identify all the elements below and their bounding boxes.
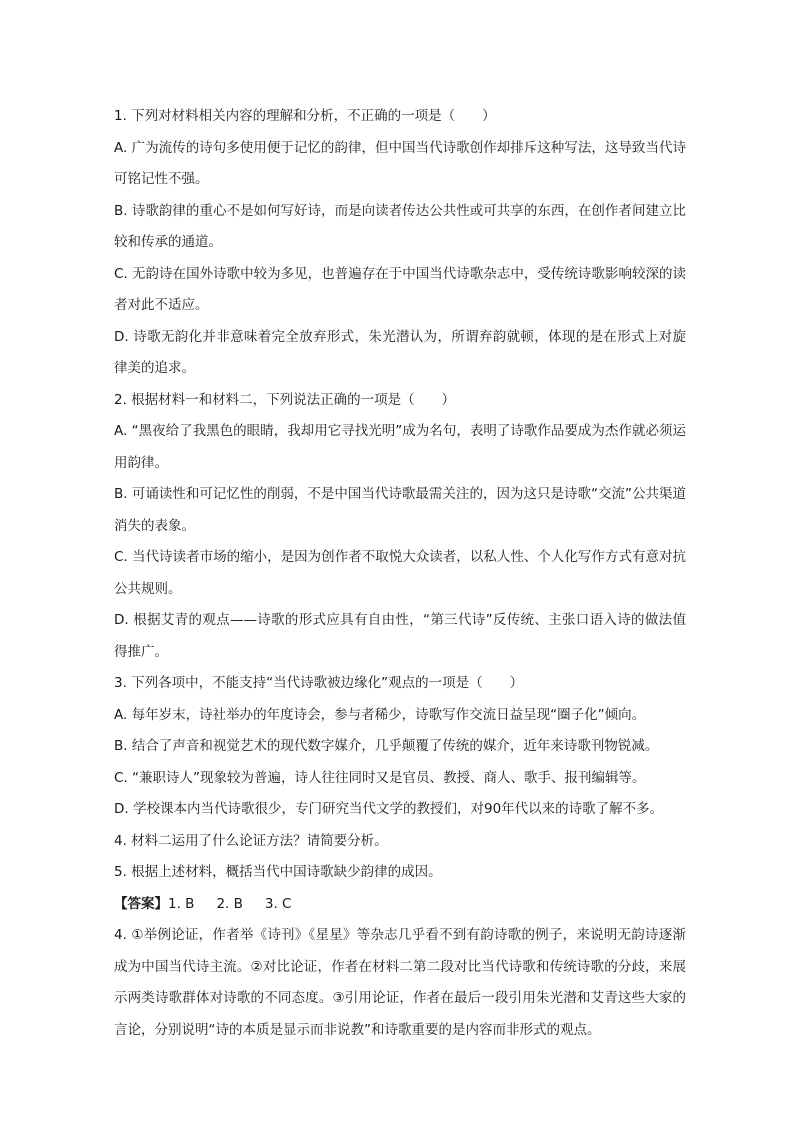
question-1-stem: 1. 下列对材料相关内容的理解和分析，不正确的一项是（ ） [114, 108, 496, 124]
question-2-stem: 2. 根据材料一和材料二，下列说法正确的一项是（ ） [114, 391, 456, 408]
document-content [114, 101, 686, 1046]
question-2-option-b: B. 可诵读性和可记忆性的削弱，不是中国当代诗歌最需关注的，因为这只是诗歌“交流”公共渠道消失的表象。 [114, 486, 686, 534]
question-3-option-b: B. 结合了声音和视觉艺术的现代数字媒介，几乎颠覆了传统的媒介，近年来诗歌刊物锐减。 [114, 738, 659, 754]
question-2-option-a: A. “黑夜给了我黑色的眼睛，我却用它寻找光明”成为名句，表明了诗歌作品要成为杰作就必须运用韵律。 [114, 423, 686, 471]
question-1-option-b: B. 诗歌韵律的重心不是如何写好诗，而是向读者传达公共性或可共享的东西，在创作者间建立比较和传承的通道。 [114, 202, 686, 250]
question-1-option-a: A. 广为流传的诗句多使用便于记忆的韵律，但中国当代诗歌创作却排斥这种写法，这导致当代诗可铭记性不强。 [114, 139, 686, 187]
answer-item-2: 2. B [216, 895, 243, 912]
answer-line [114, 889, 686, 921]
answer-item-1: 1. B [168, 895, 195, 912]
question-2-option-c: C. 当代诗读者市场的缩小，是因为创作者不取悦大众读者，以私人性、个人化写作方式有意对抗公共规则。 [114, 549, 686, 597]
question-2-option-d: D. 根据艾青的观点——诗歌的形式应具有自由性，“第三代诗”反传统、主张口语入诗的做法值得推广。 [114, 612, 686, 660]
question-1-option-c: C. 无韵诗在国外诗歌中较为多见，也普遍存在于中国当代诗歌杂志中，受传统诗歌影响较深的读者对此不适应。 [114, 265, 686, 313]
answer-tag: 【答案】 [114, 895, 168, 912]
question-3-option-a: A. 每年岁末，诗社举办的年度诗会，参与者稀少，诗歌写作交流日益呈现“圈子化”倾向。 [114, 706, 646, 723]
question-3-option-c: C. “兼职诗人”现象较为普遍，诗人往往同时又是官员、教授、商人、歌手、报刊编辑等。 [114, 769, 646, 786]
question-3-stem: 3. 下列各项中，不能支持“当代诗歌被边缘化”观点的一项是（ ） [114, 675, 524, 691]
question-1-option-d: D. 诗歌无韵化并非意味着完全放弃形式，朱光潜认为，所谓弃韵就顿，体现的是在形式上对旋律美的追求。 [114, 328, 686, 376]
question-5-stem: 5. 根据上述材料，概括当代中国诗歌缺少韵律的成因。 [114, 864, 442, 880]
explanation-4: 4. ①举例论证，作者举《诗刊》《星星》等杂志几乎看不到有韵诗歌的例子，来说明无韵诗逐渐成为中国当代诗主流。②对比论证，作者在材料二第二段对比当代诗歌和传统诗歌的分歧，来展示两类诗歌群体对诗歌的不同态度。③引用论证，作者在最后一段引用朱光潜和艾青这些大家的言论，分别说明“诗的本质是显示而非说教”和诗歌重要的是内容而非形式的观点。 [114, 927, 686, 1038]
question-3-option-d: D. 学校课本内当代诗歌很少，专门研究当代文学的教授们，对90年代以来的诗歌了解不多。 [114, 801, 664, 817]
question-4-stem: 4. 材料二运用了什么论证方法？请简要分析。 [114, 832, 388, 849]
answer-item-3: 3. C [264, 895, 292, 912]
